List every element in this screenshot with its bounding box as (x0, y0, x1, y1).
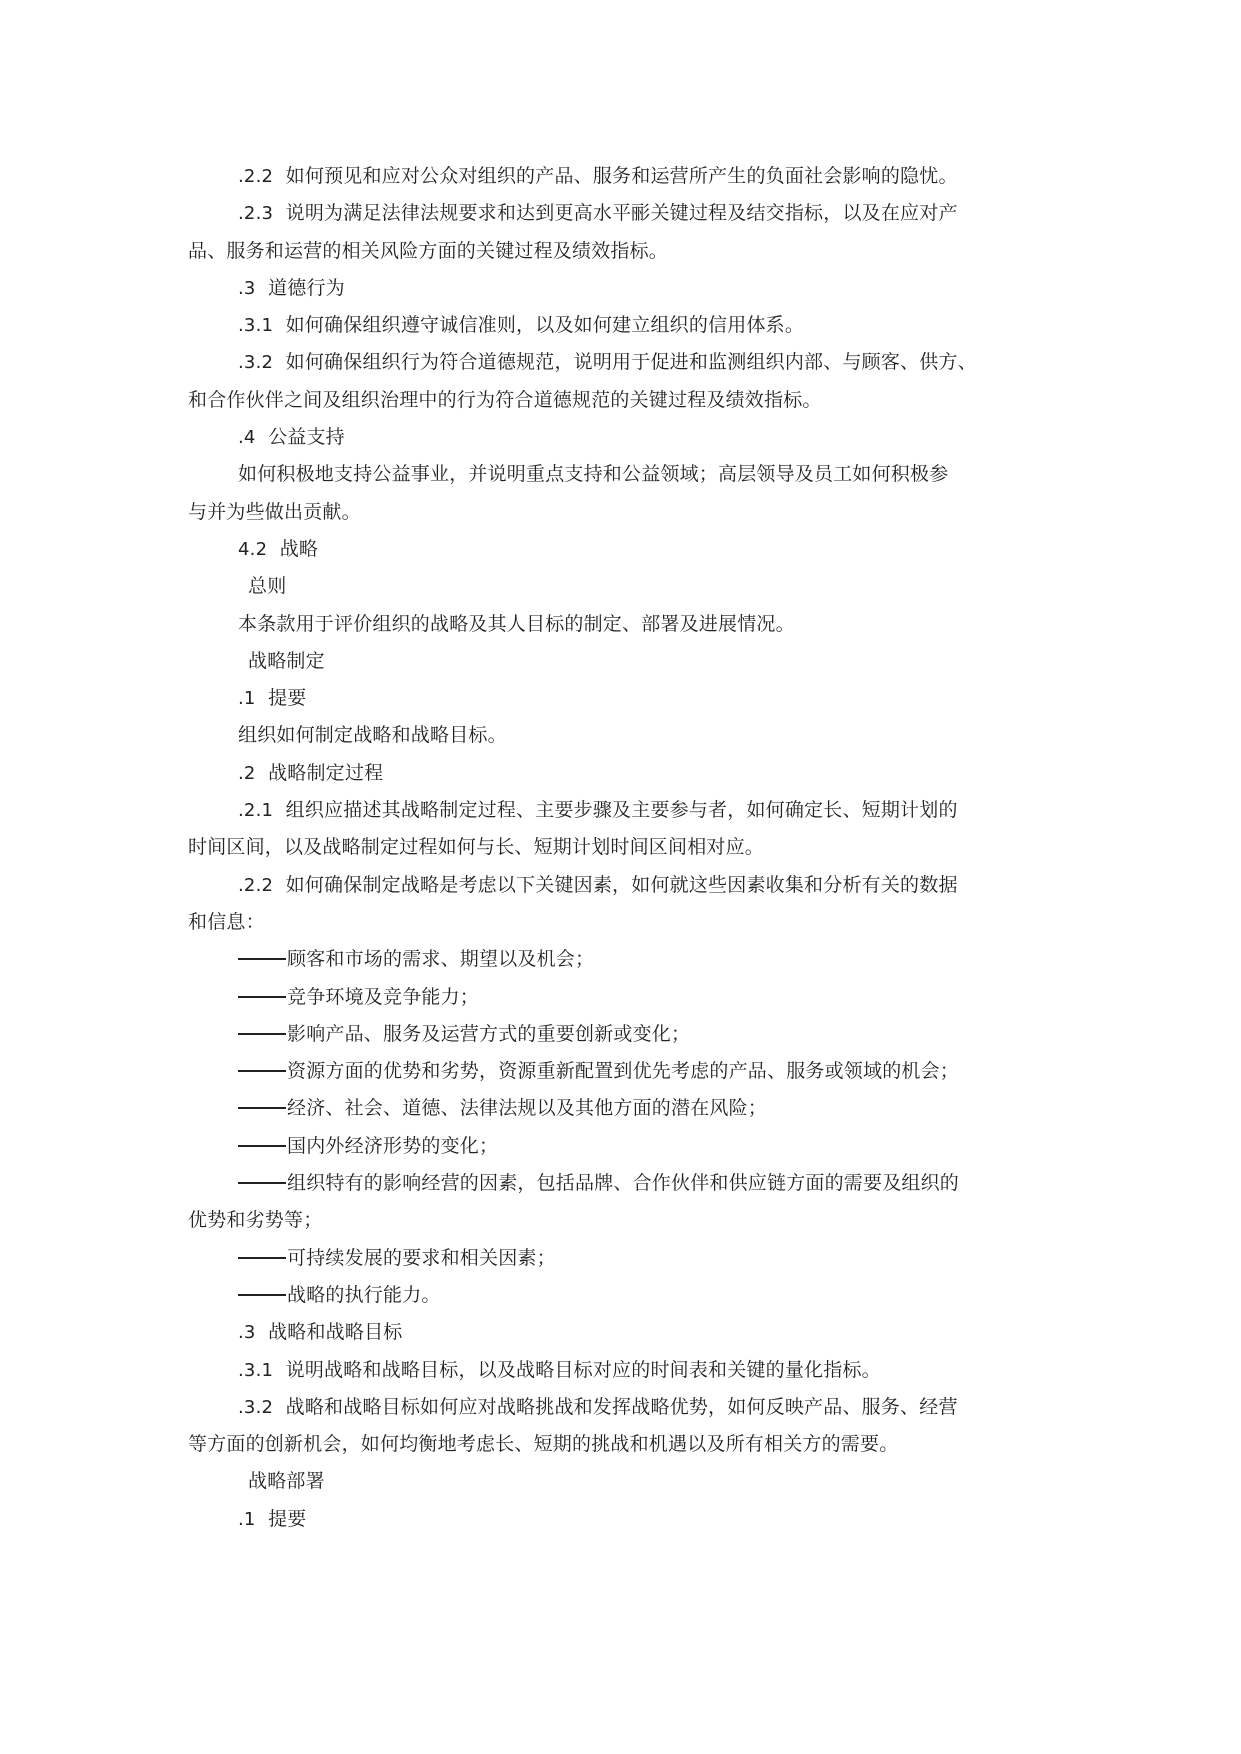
text-line (188, 344, 1050, 381)
line-text: 品、服务和运营的相关风险方面的关键过程及绩效指标。 (188, 239, 669, 262)
line-text: 战略和战略目标如何应对战略挑战和发挥战略优势，如何反映产品、服务、经营 (285, 1395, 958, 1418)
line-text: 战略 (279, 537, 319, 560)
clause-number: .4 (238, 427, 256, 449)
line-text: 战略和战略目标 (268, 1321, 403, 1344)
document-body (188, 158, 1050, 1538)
bullet-line (188, 1240, 1050, 1277)
bullet-line (188, 1053, 1050, 1090)
text-line (188, 568, 1050, 605)
text-line (188, 606, 1050, 643)
bullet-line (188, 1277, 1050, 1314)
text-line (188, 270, 1050, 307)
clause-number: .2.2 (238, 166, 274, 187)
line-text: 等方面的创新机会，如何均衡地考虑长、短期的挑战和机遇以及所有相关方的需要。 (188, 1433, 899, 1456)
line-text: 组织特有的影响经营的因素，包括品牌、合作伙伴和供应链方面的需要及组织的 (287, 1172, 960, 1195)
em-dash-bullet (238, 1033, 286, 1035)
text-line (188, 307, 1050, 344)
bullet-line (188, 1165, 1050, 1202)
line-text: 和合作伙伴之间及组织治理中的行为符合道德规范的关键过程及绩效指标。 (188, 388, 822, 411)
clause-number: .1 (238, 1508, 256, 1530)
text-line (188, 531, 1050, 568)
line-text: 优势和劣势等； (188, 1209, 323, 1232)
em-dash-bullet (238, 1107, 286, 1109)
line-text: 战略制定过程 (268, 761, 384, 784)
clause-number: 4.2 (238, 538, 268, 560)
line-text: 战略制定 (248, 649, 325, 672)
line-text: 道德行为 (268, 276, 345, 299)
line-text: 总则 (248, 575, 287, 598)
line-text: 说明战略和战略目标，以及战略目标对应的时间表和关键的量化指标。 (285, 1358, 881, 1381)
text-line (188, 680, 1050, 717)
line-text: 和信息： (188, 910, 265, 933)
clause-number: .3.1 (238, 1359, 274, 1381)
text-line (188, 829, 1050, 866)
text-line (188, 1202, 1050, 1239)
line-text: 影响产品、服务及运营方式的重要创新或变化； (287, 1022, 691, 1045)
line-text: 如何预见和应对公众对组织的产品、服务和运营所产生的负面社会影响的隐忧。 (285, 165, 958, 187)
bullet-line (188, 941, 1050, 978)
text-line (188, 419, 1050, 456)
text-line (188, 1501, 1050, 1538)
clause-number: .3 (238, 277, 256, 299)
em-dash-bullet (238, 1294, 286, 1296)
line-text: 提要 (268, 1507, 307, 1530)
text-line (188, 494, 1050, 531)
em-dash-bullet (238, 1145, 286, 1147)
text-line (188, 755, 1050, 792)
bullet-line (188, 1128, 1050, 1165)
line-text: 如何积极地支持公益事业，并说明重点支持和公益领域；高层领导及员工如何积极参 (238, 463, 949, 486)
text-line (188, 456, 1050, 493)
clause-number: .3.2 (238, 352, 274, 374)
clause-number: .3.2 (238, 1396, 274, 1418)
clause-number: .2.3 (238, 203, 274, 225)
line-text: 说明为满足法律法规要求和达到更高水平彨关键过程及结交指标，以及在应对产 (285, 202, 958, 225)
line-text: 提要 (268, 687, 307, 710)
line-text: 如何确保组织行为符合道德规范，说明用于促进和监测组织内部、与顾客、供方、 (285, 351, 977, 374)
clause-number: .2 (238, 762, 256, 784)
text-line (188, 1389, 1050, 1426)
em-dash-bullet (238, 996, 286, 998)
line-text: 战略部署 (248, 1470, 325, 1493)
clause-number: .1 (238, 688, 256, 710)
line-text: 本条款用于评价组织的战略及其人目标的制定、部署及进展情况。 (238, 612, 795, 635)
em-dash-bullet (238, 1257, 286, 1259)
text-line (188, 1314, 1050, 1351)
line-text: 如何确保制定战略是考虑以下关键因素，如何就这些因素收集和分析有关的数据 (285, 873, 958, 896)
bullet-line (188, 979, 1050, 1016)
line-text: 战略的执行能力。 (287, 1283, 441, 1306)
line-text: 可持续发展的要求和相关因素； (287, 1246, 556, 1269)
text-line (188, 1426, 1050, 1463)
text-line (188, 233, 1050, 270)
line-text: 公益支持 (268, 426, 345, 449)
line-text: 经济、社会、道德、法律法规以及其他方面的潜在风险； (287, 1097, 768, 1120)
text-line (188, 195, 1050, 232)
em-dash-bullet (238, 1070, 286, 1072)
text-line (188, 867, 1050, 904)
text-line (188, 792, 1050, 829)
clause-number: .2.1 (238, 800, 274, 822)
line-text: 组织如何制定战略和战略目标。 (238, 724, 507, 747)
line-text: 顾客和市场的需求、期望以及机会； (287, 948, 595, 971)
text-line (188, 904, 1050, 941)
text-line (188, 717, 1050, 754)
bullet-line (188, 1016, 1050, 1053)
bullet-line (188, 1090, 1050, 1127)
text-line (188, 382, 1050, 419)
text-line (188, 158, 1050, 195)
em-dash-bullet (238, 958, 286, 960)
text-line (188, 1352, 1050, 1389)
text-line (188, 643, 1050, 680)
line-text: 国内外经济形势的变化； (287, 1134, 499, 1157)
line-text: 组织应描述其战略制定过程、主要步骤及主要参与者，如何确定长、短期计划的 (285, 799, 958, 822)
clause-number: .2.2 (238, 874, 274, 896)
em-dash-bullet (238, 1182, 286, 1184)
line-text: 资源方面的优势和劣势，资源重新配置到优先考虑的产品、服务或领域的机会； (287, 1060, 960, 1083)
line-text: 如何确保组织遵守诚信准则，以及如何建立组织的信用体系。 (285, 314, 805, 337)
text-line (188, 1463, 1050, 1500)
line-text: 与并为些做出贡献。 (188, 500, 361, 523)
clause-number: .3 (238, 1322, 256, 1344)
line-text: 时间区间，以及战略制定过程如何与长、短期计划时间区间相对应。 (188, 836, 765, 859)
clause-number: .3.1 (238, 315, 274, 337)
line-text: 竞争环境及竞争能力； (287, 985, 480, 1008)
